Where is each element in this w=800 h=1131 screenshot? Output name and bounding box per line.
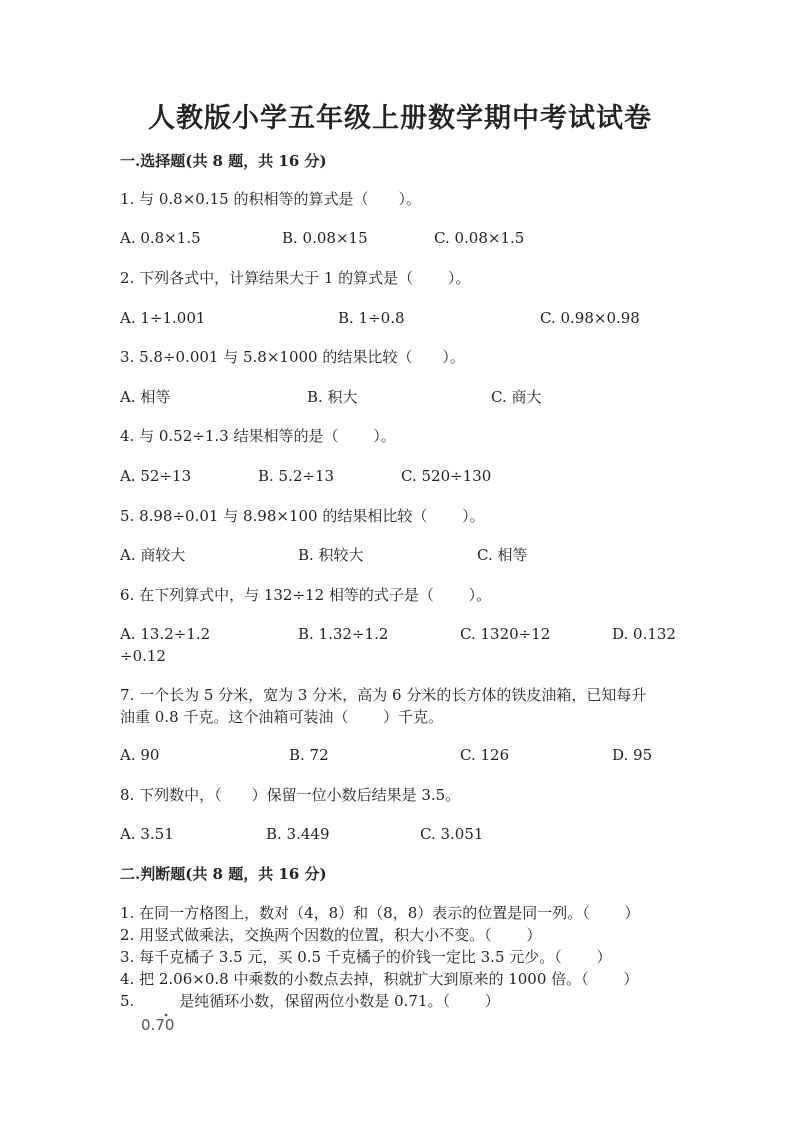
repeating-decimal-text: 0.70 — [141, 1016, 175, 1033]
question-5-option-c: C. 相等 — [477, 546, 528, 564]
question-4-stem: 4. 与 0.52÷1.3 结果相等的是（ ）。 — [120, 427, 396, 445]
judgement-4: 4. 把 2.06×0.8 中乘数的小数点去掉，积就扩大到原来的 1000 倍。（ ） — [120, 970, 639, 988]
judgement-5: 5. 是纯循环小数，保留两位小数是 0.71。（ ） — [120, 992, 500, 1010]
question-6-stem: 6. 在下列算式中，与 132÷12 相等的式子是（ ）。 — [120, 586, 492, 604]
question-8-option-a: A. 3.51 — [120, 825, 174, 843]
question-7-option-c: C. 126 — [460, 746, 510, 764]
question-3-option-c: C. 商大 — [491, 388, 542, 406]
section-judgement-heading: 二.判断题(共 8 题，共 16 分) — [120, 865, 327, 883]
question-3-stem: 3. 5.8÷0.001 与 5.8×1000 的结果比较（ ）。 — [120, 348, 465, 366]
question-5-option-b: B. 积较大 — [298, 546, 364, 564]
repeating-decimal-graphic — [141, 1011, 177, 1033]
question-2-option-b: B. 1÷0.8 — [338, 309, 405, 327]
question-7-option-a: A. 90 — [120, 746, 160, 764]
exam-title: 人教版小学五年级上册数学期中考试试卷 — [148, 103, 652, 134]
question-6-option-a: A. 13.2÷1.2 — [120, 625, 211, 643]
question-4-option-a: A. 52÷13 — [120, 467, 192, 485]
question-2-option-a: A. 1÷1.001 — [120, 309, 206, 327]
question-6-option-b: B. 1.32÷1.2 — [298, 625, 389, 643]
question-5-option-a: A. 商较大 — [120, 546, 186, 564]
question-5-stem: 5. 8.98÷0.01 与 8.98×100 的结果相比较（ ）。 — [120, 507, 485, 525]
question-1-option-a: A. 0.8×1.5 — [120, 229, 201, 247]
question-2-stem: 2. 下列各式中，计算结果大于 1 的算式是（ ）。 — [120, 269, 471, 287]
question-7-option-b: B. 72 — [289, 746, 329, 764]
question-8-stem: 8. 下列数中，（ ）保留一位小数后结果是 3.5。 — [120, 786, 461, 804]
question-4-option-b: B. 5.2÷13 — [258, 467, 335, 485]
question-8-option-c: C. 3.051 — [420, 825, 484, 843]
judgement-3: 3. 每千克橘子 3.5 元，买 0.5 千克橘子的价钱一定比 3.5 元少。（ ） — [120, 948, 612, 966]
question-7-stem: 7. 一个长为 5 分米，宽为 3 分米，高为 6 分米的长方体的铁皮油箱，已知每升 — [120, 686, 647, 704]
question-4-option-c: C. 520÷130 — [401, 467, 492, 485]
question-7-stem-line2: 油重 0.8 千克。这个油箱可装油（ ）千克。 — [120, 708, 444, 726]
question-2-option-c: C. 0.98×0.98 — [540, 309, 640, 327]
question-7-option-d: D. 95 — [612, 746, 653, 764]
question-6-option-d: D. 0.132 — [612, 625, 676, 643]
question-8-option-b: B. 3.449 — [266, 825, 330, 843]
question-3-option-b: B. 积大 — [307, 388, 358, 406]
question-6-option-d-continuation: ÷0.12 — [120, 647, 166, 665]
question-3-option-a: A. 相等 — [120, 388, 171, 406]
question-6-option-c: C. 1320÷12 — [460, 625, 551, 643]
question-1-option-c: C. 0.08×1.5 — [434, 229, 525, 247]
judgement-2: 2. 用竖式做乘法，交换两个因数的位置，积大小不变。（ ） — [120, 926, 542, 944]
question-1-option-b: B. 0.08×15 — [282, 229, 368, 247]
question-1-stem: 1. 与 0.8×0.15 的积相等的算式是（ ）。 — [120, 190, 421, 208]
judgement-1: 1. 在同一方格图上，数对（4，8）和（8，8）表示的位置是同一列。（ ） — [120, 904, 640, 922]
section-choice-heading: 一.选择题(共 8 题，共 16 分) — [120, 152, 327, 170]
